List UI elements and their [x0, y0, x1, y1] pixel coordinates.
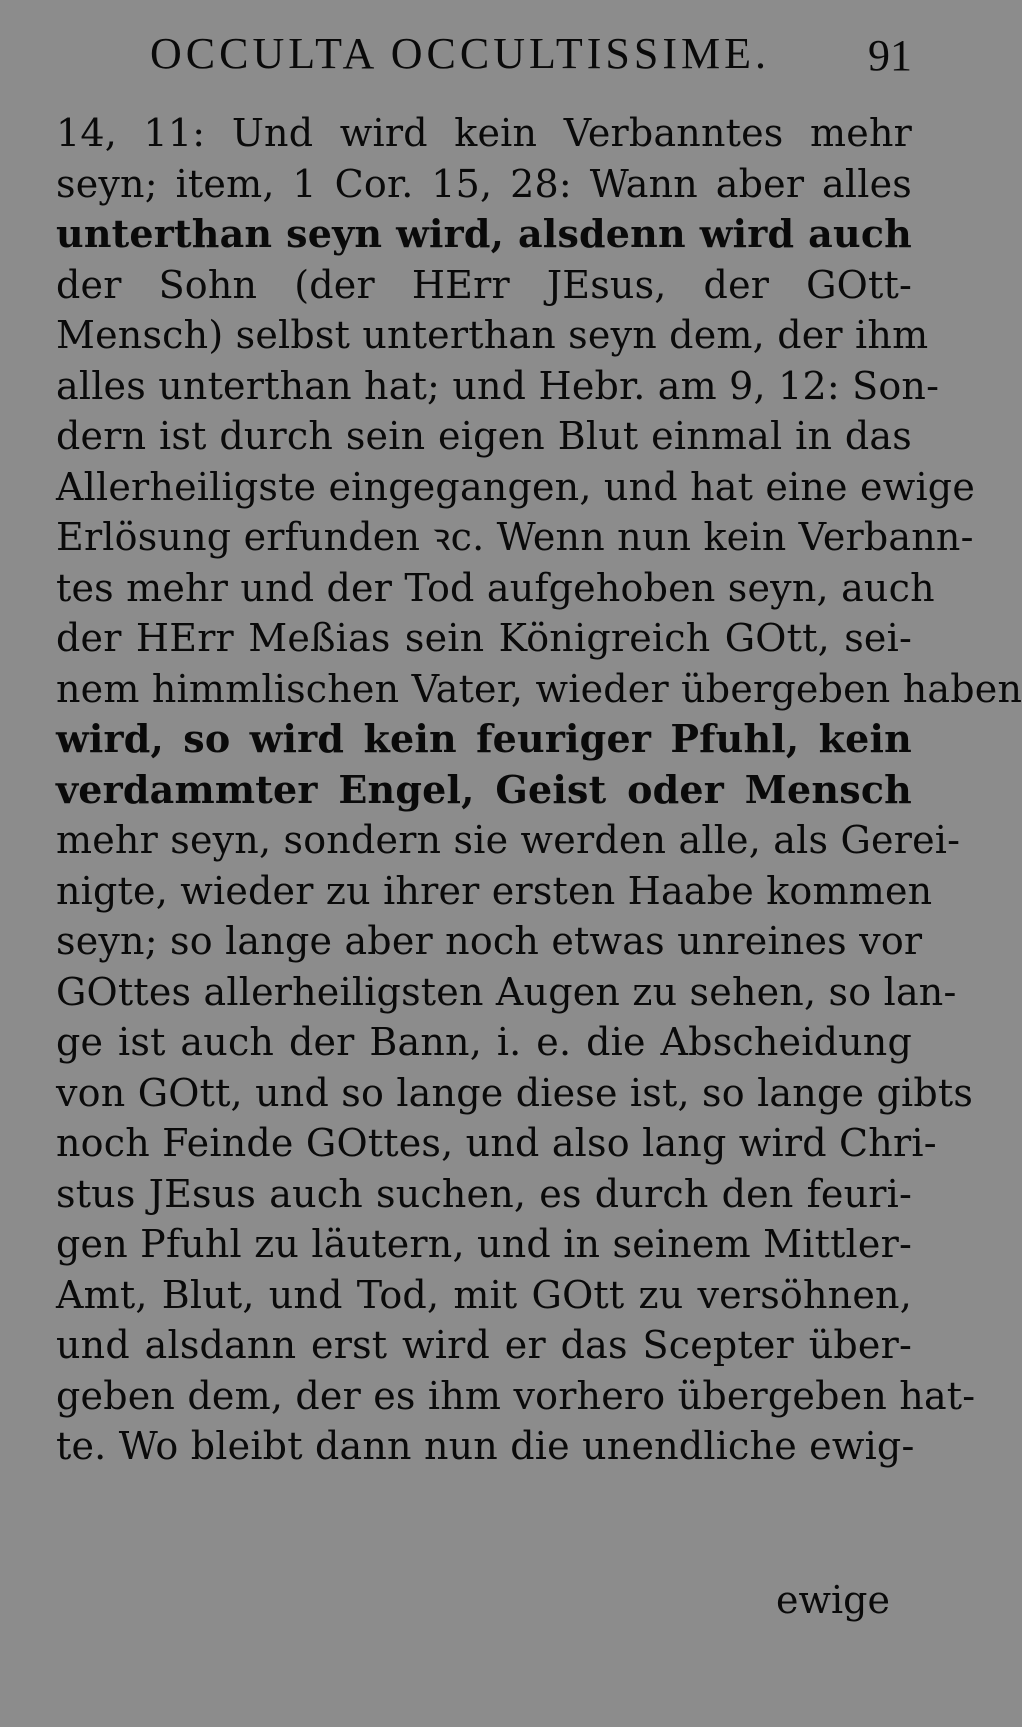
- text-line: seyn; so lange aber noch etwas unreines vor: [56, 919, 923, 963]
- text-line: Mensch) selbst unterthan seyn dem, der ihm: [56, 313, 929, 357]
- text-line: von GOtt, und so lange diese ist, so lange gibts: [56, 1070, 974, 1115]
- text-line: stus JEsus auch suchen, es durch den feuri-: [56, 1171, 912, 1216]
- text-line: mehr seyn, sondern sie werden alle, als Gerei-: [56, 818, 961, 862]
- body-text: [56, 108, 1022, 1472]
- catchword: ewige: [776, 1578, 890, 1622]
- text-line: ge ist auch der Bann, i. e. die Abscheidung: [56, 1020, 912, 1064]
- text-line: der Sohn (der HErr JEsus, der GOtt-: [56, 262, 912, 307]
- text-line: geben dem, der es ihm vorhero übergeben hat-: [56, 1373, 976, 1418]
- text-line: 14, 11: Und wird kein Verbanntes mehr: [56, 111, 912, 155]
- text-line: der HErr Meßias sein Königreich GOtt, sei-: [56, 616, 912, 660]
- text-line: alles unterthan hat; und Hebr. am 9, 12: Son-: [56, 363, 940, 408]
- text-line: Amt, Blut, und Tod, mit GOtt zu versöhnen,: [56, 1272, 912, 1317]
- text-line: unterthan seyn wird, alsdenn wird auch: [56, 211, 912, 256]
- text-line: nem himmlischen Vater, wieder übergeben haben: [56, 666, 1022, 711]
- text-line: dern ist durch sein eigen Blut einmal in das: [56, 414, 912, 458]
- text-line: verdammter Engel, Geist oder Mensch: [56, 766, 912, 812]
- text-line: seyn; item, 1 Cor. 15, 28: Wann aber alles: [56, 161, 912, 206]
- text-line: noch Feinde GOttes, und also lang wird Chri-: [56, 1121, 937, 1165]
- text-line: GOttes allerheiligsten Augen zu sehen, so lan-: [56, 969, 957, 1014]
- text-line: Allerheiligste eingegangen, und hat eine ewige: [56, 464, 976, 509]
- text-line: gen Pfuhl zu läutern, und in seinem Mittler-: [56, 1222, 912, 1266]
- page-number: 91: [868, 31, 912, 80]
- running-title: OCCULTA OCCULTISSIME.: [150, 29, 770, 78]
- text-line: nigte, wieder zu ihrer ersten Haabe kommen: [56, 868, 933, 913]
- text-line: tes mehr und der Tod aufgehoben seyn, auch: [56, 565, 935, 610]
- text-line: und alsdann erst wird er das Scepter über-: [56, 1323, 912, 1367]
- text-line: wird, so wird kein feuriger Pfuhl, kein: [56, 716, 912, 761]
- text-line: te. Wo bleibt dann nun die unendliche ewig-: [56, 1424, 915, 1468]
- text-line: Erlösung erfunden ꝛc. Wenn nun kein Verbann-: [56, 515, 974, 559]
